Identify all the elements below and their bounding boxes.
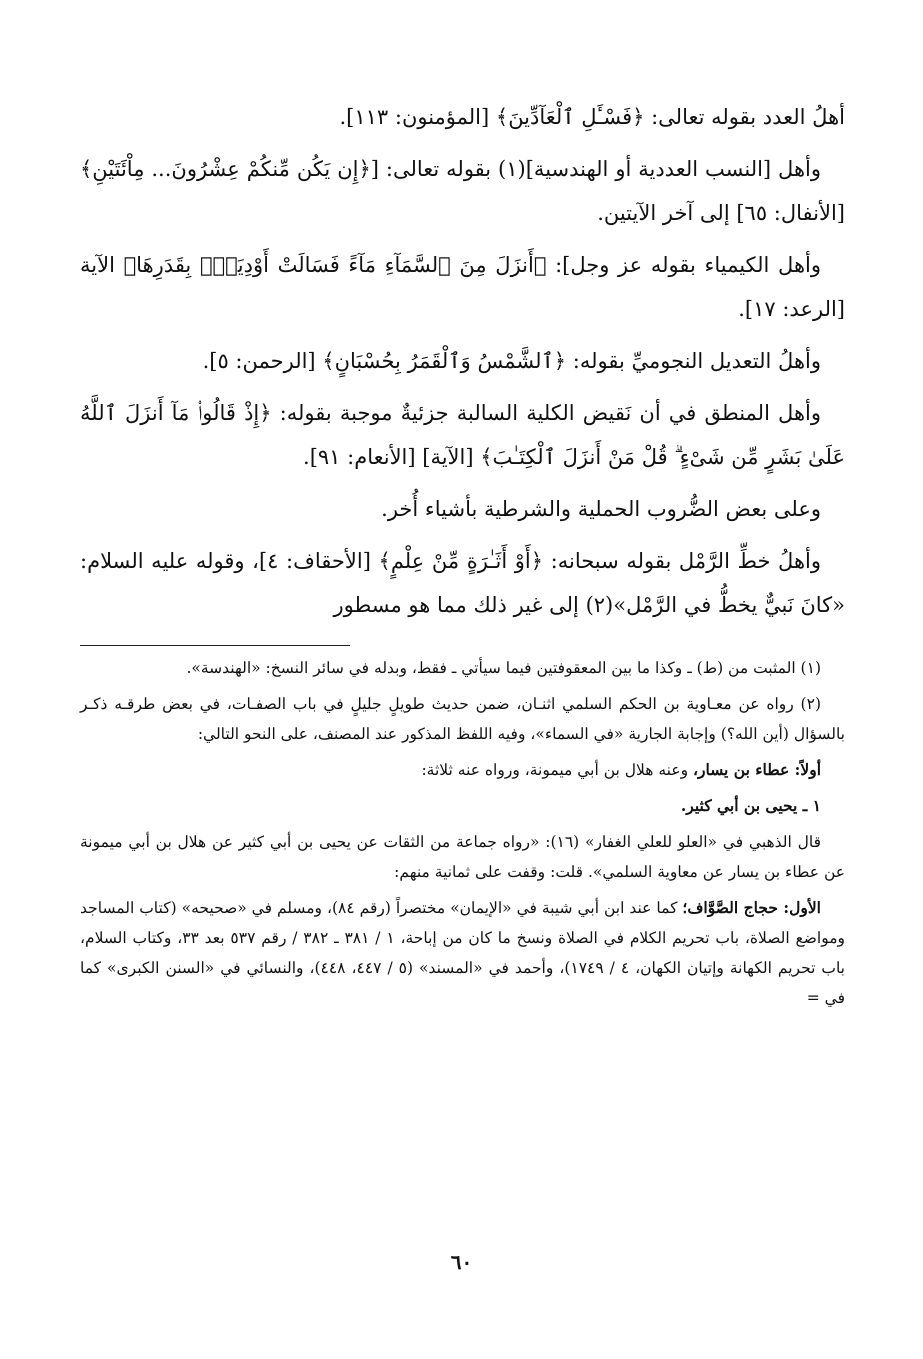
body-paragraph-5: وأهل المنطق في أن نَقيض الكلية السالبة جزئيةٌ موجبة بقوله: ﴿إِذْ قَالُوا۟ مَآ أَنزَلَ ٱللَّهُ عَلَىٰ بَشَرٍ مِّن شَىْءٍ ۗ قُلْ مَنْ أَنزَلَ ٱلْكِتَـٰبَ﴾ [الآية] [الأنعام: ٩١].: [80, 401, 845, 469]
first-transmitter-label: الأول: حجاج الصَّوَّاف؛: [682, 898, 821, 917]
first-transmitter-text: كما عند ابن أبي شيبة في «الإيمان» مختصراً (رقم ٨٤)، ومسلم في «صحيحه» (كتاب المساجد ومواضع الصلاة، باب تحريم الكلام في الصلاة ونسخ ما كان من إباحة، ١ / ٣٨١ ـ ٣٨٢ / رقم ٥٣٧ بعد ٣٣، وكتاب السلام، باب تحريم الكهانة وإتيان الكهان، ٤ / ١٧٤٩)، وأحمد في «المسند» (٥ / ٤٤٧، ٤٤٨)، والنسائي في «السنن الكبرى» كما في =: [80, 899, 845, 1007]
footnote-2-item-1: [80, 791, 845, 821]
body-paragraph-6: وعلى بعض الضُّروب الحملية والشرطية بأشياء أُخر.: [381, 497, 821, 521]
first-narrator-label: أولاً: عطاء بن يسار،: [693, 760, 821, 779]
footnote-2-first-narrator: [80, 755, 845, 785]
footnote-divider: [80, 635, 845, 653]
page-content: [80, 95, 845, 1019]
body-paragraph-3: وأهل الكيمياء بقوله عز وجل]: ﴿أَنزَلَ مِنَ ٱلسَّمَآءِ مَآءً فَسَالَتْ أَوْدِيَةٌۢ بِقَدَرِهَا﴾ الآية [الرعد: ١٧].: [80, 253, 845, 321]
footnote-2-first-transmitter: [80, 893, 845, 1013]
page-number: ٦٠: [450, 1250, 473, 1274]
body-paragraph-7: وأهلُ خطِّ الرَّمْل بقوله سبحانه: ﴿أَوْ أَثَـٰرَةٍ مِّنْ عِلْمٍ﴾ [الأحقاف: ٤]، وقوله عليه السلام: «كانَ نَبيٌّ يخطُّ في الرَّمْل»(٢) إلى غير ذلك مما هو مسطور: [80, 549, 845, 617]
body-paragraph-1: أهلُ العدد بقوله تعالى: ﴿فَسْـَٔلِ ٱلْعَآدِّينَ﴾ [المؤمنون: ١١٣].: [339, 105, 845, 129]
body-paragraph-4: وأهلُ التعديل النجوميِّ بقوله: ﴿ٱلشَّمْسُ وَٱلْقَمَرُ بِحُسْبَانٍ﴾ [الرحمن: ٥].: [202, 349, 821, 373]
footnote-1: (١) المثبت من (ط) ـ وكذا ما بين المعقوفتين فيما سيأتي ـ فقط، وبدله في سائر النسخ: «الهندسة».: [186, 659, 821, 677]
item-1-text: ١ ـ يحيى بن أبي كثير.: [680, 796, 821, 815]
footnote-2-dhahabi: قال الذهبي في «العلو للعلي الغفار» (١٦): «رواه جماعة من الثقات عن يحيى بن أبي كثير عن هلال بن أبي ميمونة عن عطاء بن يسار عن معاوية السلمي». قلت: وقفت على ثمانية منهم:: [80, 833, 845, 881]
footnote-2: (٢) رواه عن معـاوية بن الحكم السلمي اثنـان، ضمن حديث طويلٍ جليلٍ في باب الصفـات، في بعض طرقـه ذكـر بالسؤال (أين الله؟) وإجابة الجارية «في السماء»، وفيه اللفظ المذكور عند المصنف، على النحو التالي:: [80, 695, 845, 743]
first-narrator-text: وعنه هلال بن أبي ميمونة، ورواه عنه ثلاثة:: [421, 761, 694, 779]
body-paragraph-2: وأهل [النسب العددية أو الهندسية](١) بقوله تعالى: [﴿إِن يَكُن مِّنكُمْ عِشْرُونَ... مِاْئَتَيْنِ﴾ [الأنفال: ٦٥] إلى آخر الآيتين.: [80, 157, 845, 225]
